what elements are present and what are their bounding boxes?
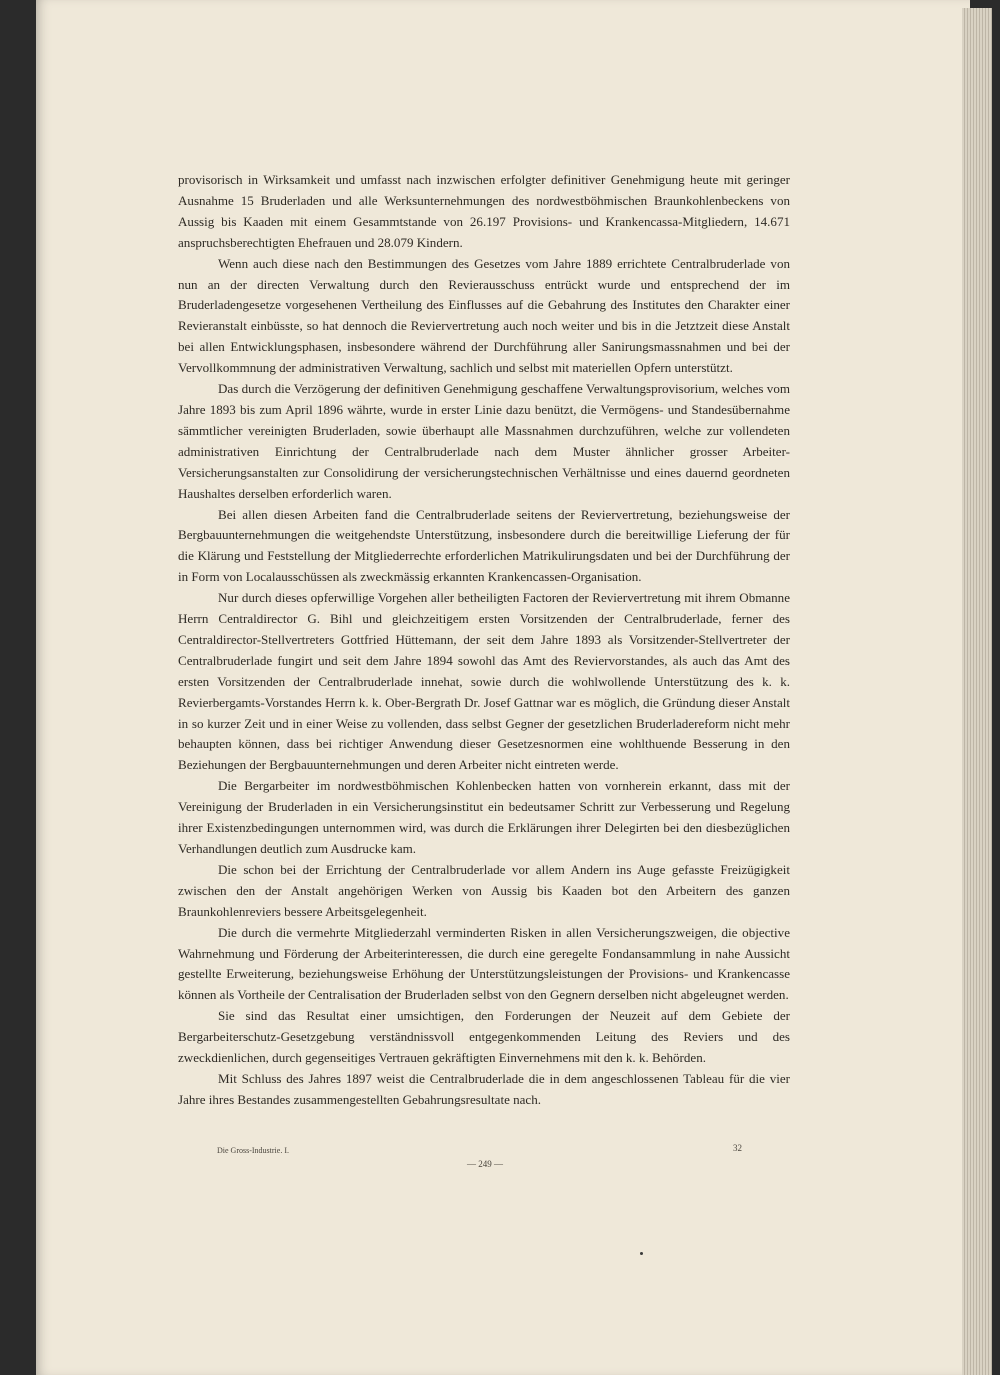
footer-series-title: Die Gross-Industrie. I. <box>217 1146 289 1155</box>
paragraph-1: provisorisch in Wirksamkeit und umfasst nach inzwischen erfolgter definitiver Genehmigung heute mit geringer Ausnahme 15 Bruderladen und alle Werksunternehmungen des nordwestböhmischen Braunkohlenbeckens von Aussig bis Kaaden mit einem Gesammtstande von 26.197 Provisions- und Krankencassa-Mitgliedern, 14.671 anspruchsberechtigten Ehefrauen und 28.079 Kindern. <box>178 172 790 250</box>
paragraph-8: Die durch die vermehrte Mitgliederzahl verminderten Risken in allen Versicherungszweigen, die objective Wahrnehmung und Förderung der Arbeiterinteressen, die durch eine geregelte Fondansammlung in nahe Aussicht gestellte Erweiterung, beziehungsweise Erhöhung der Unterstützungsleistungen der Provisions- und Krankencasse können als Vortheile der Centralisation der Bruderladen selbst von den Gegnern derselben nicht abgeleugnet werden. <box>178 924 790 1003</box>
paper-speck <box>640 1252 643 1255</box>
paragraph-10: Mit Schluss des Jahres 1897 weist die Centralbruderlade die in dem angeschlossenen Tableau für die vier Jahre ihres Bestandes zusammengestellten Gebahrungsresultate nach. <box>178 1070 790 1107</box>
paragraph-5: Nur durch dieses opferwillige Vorgehen aller betheiligten Factoren der Reviervertretung mit ihrem Obmanne Herrn Centraldirector G. Bihl und gleichzeitigem ersten Vorsitzenden der Centralbruderlade, ferner des Centraldirector-Stellvertreters Gottfried Hüttemann, der seit dem Jahre 1893 als Vorsitzender-Stellvertreter der Centralbruderlade fungirt und seit dem Jahre 1894 sowohl das Amt des Reviervorstandes, als auch das Amt des ersten Vorsitzenden der Centralbruderlade innehat, sowie durch die wohlwollende Unterstützung des k. k. Revierbergamts-Vorstandes Herrn k. k. Ober-Bergrath Dr. Josef Gattnar war es möglich, die Gründung dieser Anstalt in so kurzer Zeit und in einer Weise zu vollenden, dass selbst Gegner der gesetzlichen Bruderladereform nicht mehr behaupten können, dass bei richtiger Anwendung dieser Gesetzesnormen eine wohlthuende Besserung in den Beziehungen der Bergbauunternehmungen und deren Arbeiter nicht eintreten werde. <box>178 590 790 773</box>
paragraph-6: Die Bergarbeiter im nordwestböhmischen Kohlenbecken hatten von vornherein erkannt, dass mit der Vereinigung der Bruderladen in ein Versicherungsinstitut ein bedeutsamer Schritt zur Verbesserung und Regelung ihrer Existenzbedingungen unternommen wird, was durch die Erklärungen ihrer Delegirten bei den diesbezüglichen Verhandlungen deutlich zum Ausdrucke kam. <box>178 778 790 856</box>
paragraph-3: Das durch die Verzögerung der definitiven Genehmigung geschaffene Verwaltungsprovisorium, welches vom Jahre 1893 bis zum April 1896 währte, wurde in erster Linie dazu benützt, die Vermögens- und Standesübernahme sämmtlicher vereinigten Bruderladen, sowie überhaupt alle Massnahmen durchzuführen, welche zur vollendeten administrativen Einrichtung der Centralbruderlade nach dem Muster ähnlicher grosser Arbeiter-Versicherungsanstalten zur Consolidirung der versicherungstechnischen Verhältnisse und eines dauernd geordneten Haushaltes derselben erforderlich waren. <box>178 381 790 501</box>
page-edges <box>962 8 992 1375</box>
footer-signature-number: 32 <box>733 1143 742 1153</box>
paragraph-7: Die schon bei der Errichtung der Centralbruderlade vor allem Andern ins Auge gefasste Freizügigkeit zwischen den der Anstalt angehörigen Werken von Aussig bis Kaaden bot den Arbeitern des ganzen Braunkohlenreviers bessere Arbeitsgelegenheit. <box>178 861 790 919</box>
page-number: — 249 — <box>467 1159 503 1169</box>
paragraph-4: Bei allen diesen Arbeiten fand die Centralbruderlade seitens der Reviervertretung, beziehungsweise der Bergbauunternehmungen die weitgehendste Unterstützung, insbesondere durch die bereitwillige Lieferung der für die Klärung und Feststellung der Mitgliederrechte erforderlichen Matrikulirungsdaten und bei der Durchführung der in Form von Localausschüssen als zweckmässig erkannten Krankencassen-Organisation. <box>178 506 790 585</box>
body-text <box>178 170 790 1111</box>
paragraph-9: Sie sind das Resultat einer umsichtigen, den Forderungen der Neuzeit auf dem Gebiete der Bergarbeiterschutz-Gesetzgebung verständnissvoll entgegenkommenden Leitung des Reviers und des zweckdienlichen, durch gegenseitiges Vertrauen gekräftigten Einvernehmens mit den k. k. Behörden. <box>178 1008 790 1066</box>
paragraph-2: Wenn auch diese nach den Bestimmungen des Gesetzes vom Jahre 1889 errichtete Centralbruderlade von nun an der directen Verwaltung durch den Revierausschuss entrückt wurde und entsprechend der im Bruderladengesetze vorgesehenen Vertheilung des Einflusses auf die Gebahrung des Institutes den Charakter einer Revieranstalt einbüsste, so hat dennoch die Reviervertretung auch noch weiter und bis in die Jetztzeit diese Anstalt bei allen Entwicklungsphasen, insbesondere während der Durchführung aller Sanirungsmassnahmen und bei der Vervollkommnung der administrativen Verwaltung, sachlich und selbst mit materiellen Opfern unterstützt. <box>178 255 790 376</box>
